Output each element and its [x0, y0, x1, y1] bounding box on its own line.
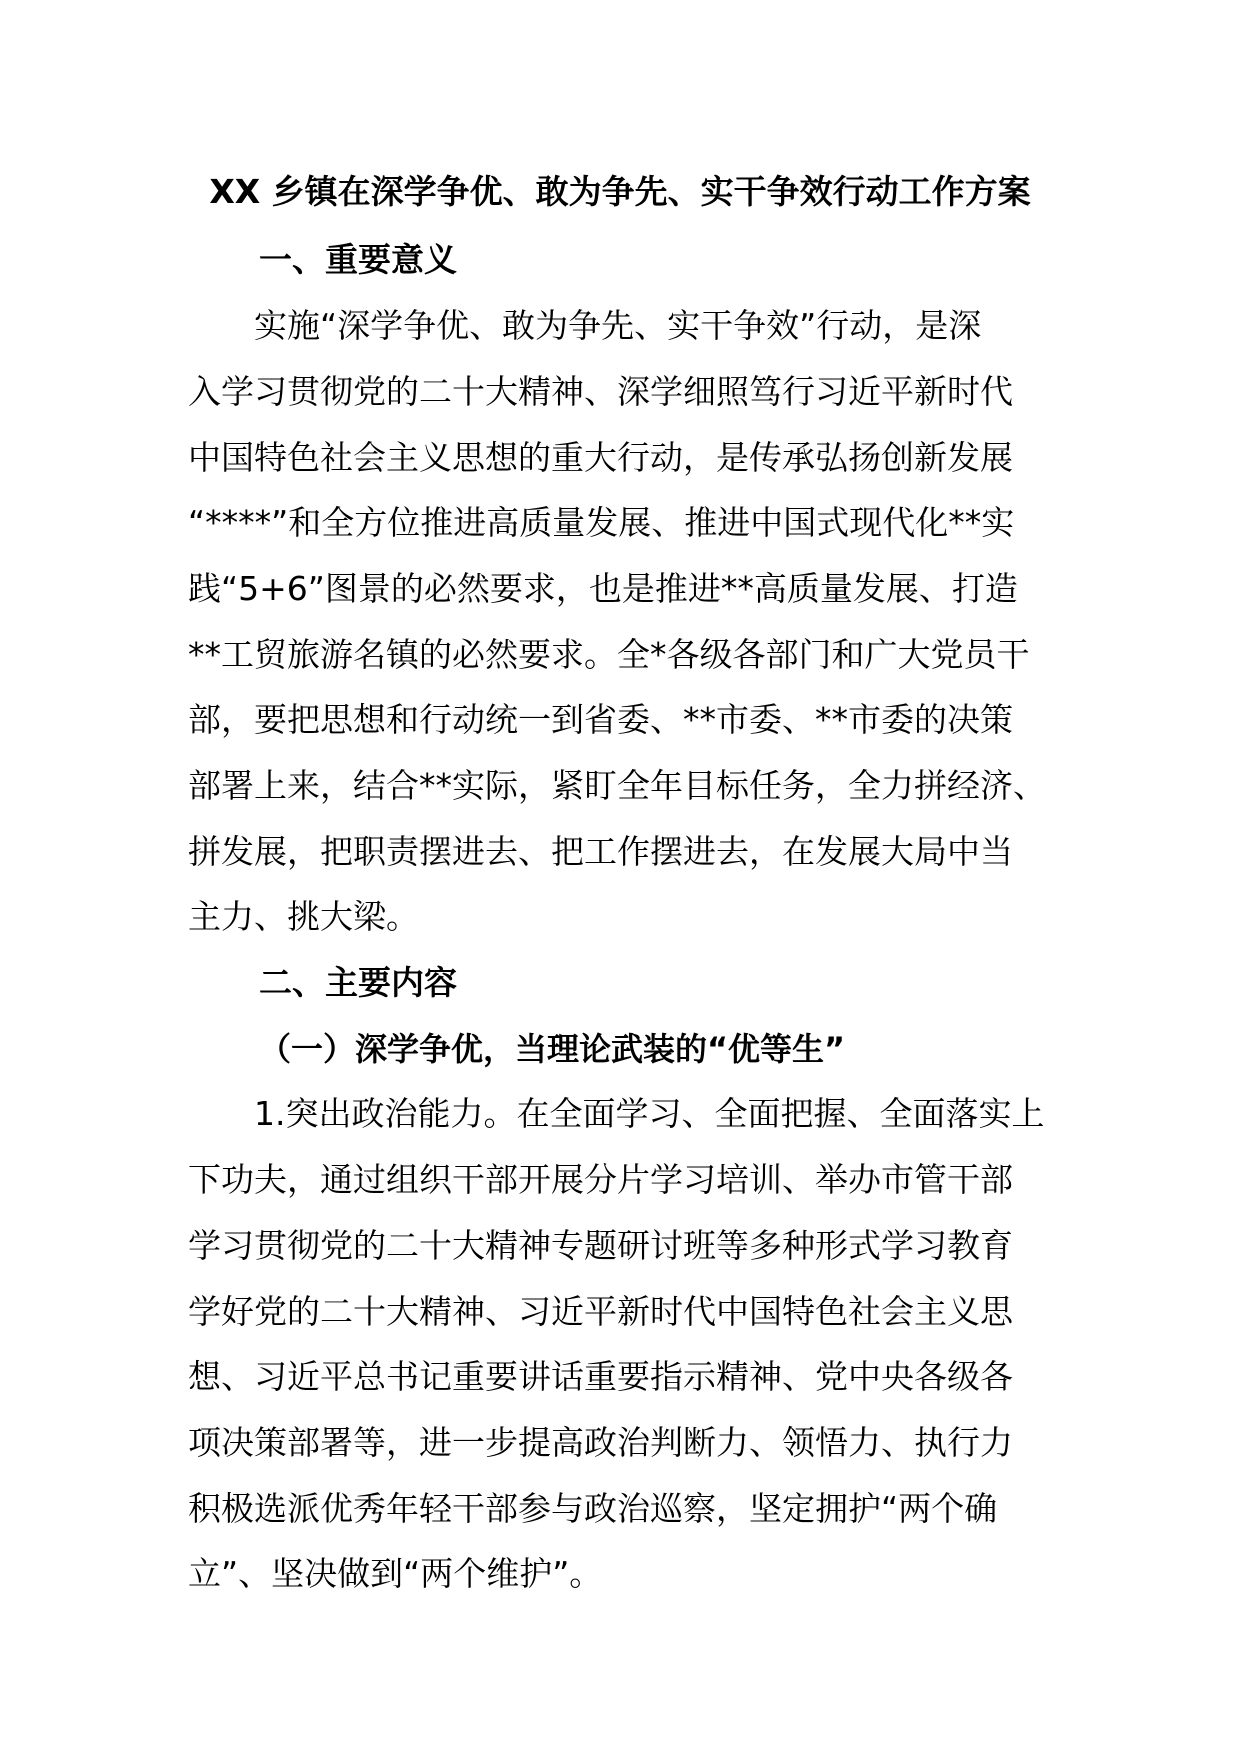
document-title: XX 乡镇在深学争优、敢为争先、实干争效行动工作方案	[209, 172, 1031, 211]
paragraph-line: 立”、坚决做到“两个维护”。	[188, 1554, 603, 1593]
paragraph-line: 学习贯彻党的二十大精神专题研讨班等多种形式学习教育	[188, 1226, 1013, 1265]
paragraph-line: 部署上来，结合**实际，紧盯全年目标任务，全力拼经济、	[188, 766, 1046, 805]
subsection-heading: （一）深学争优，当理论武装的“优等生”	[259, 1030, 846, 1068]
paragraph-line: 1.突出政治能力。在全面学习、全面把握、全面落实上	[254, 1094, 1045, 1133]
paragraph-line: 拼发展，把职责摆进去、把工作摆进去，在发展大局中当	[188, 832, 1013, 871]
paragraph-line: 主力、挑大梁。	[188, 897, 419, 936]
paragraph-line: 中国特色社会主义思想的重大行动，是传承弘扬创新发展	[188, 438, 1013, 477]
paragraph-line: 践“5+6”图景的必然要求，也是推进**高质量发展、打造	[188, 569, 1018, 608]
paragraph-line: 学好党的二十大精神、习近平新时代中国特色社会主义思	[188, 1292, 1013, 1331]
paragraph-line: 想、习近平总书记重要讲话重要指示精神、党中央各级各	[188, 1357, 1013, 1396]
section-heading-main-content: 二、主要内容	[259, 963, 457, 1002]
paragraph-line: 部，要把思想和行动统一到省委、**市委、**市委的决策	[188, 700, 1013, 739]
section-heading-significance: 一、重要意义	[259, 240, 457, 279]
paragraph-line: 入学习贯彻党的二十大精神、深学细照笃行习近平新时代	[188, 372, 1013, 411]
paragraph-line: **工贸旅游名镇的必然要求。全*各级各部门和广大党员干	[188, 635, 1030, 674]
paragraph-line: 项决策部署等，进一步提高政治判断力、领悟力、执行力	[188, 1423, 1013, 1462]
paragraph-line: 实施“深学争优、敢为争先、实干争效”行动，是深	[254, 306, 982, 345]
paragraph-line: “****”和全方位推进高质量发展、推进中国式现代化**实	[188, 503, 1015, 542]
paragraph-line: 积极选派优秀年轻干部参与政治巡察，坚定拥护“两个确	[188, 1489, 998, 1528]
paragraph-line: 下功夫，通过组织干部开展分片学习培训、举办市管干部	[188, 1160, 1013, 1199]
